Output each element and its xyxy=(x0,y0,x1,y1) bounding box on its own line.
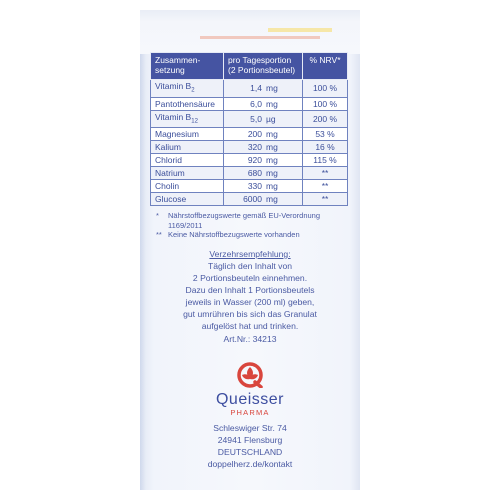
footnote xyxy=(156,211,320,230)
header-composition xyxy=(151,53,224,80)
table-row xyxy=(151,167,348,180)
amount-unit: mg xyxy=(266,168,278,179)
amount-unit: mg xyxy=(266,129,278,140)
amount-unit: µg xyxy=(266,114,276,125)
footnotes xyxy=(156,211,320,240)
footnote-line: 1169/2011 xyxy=(168,220,203,230)
table-row xyxy=(151,141,348,154)
amount-unit: mg xyxy=(266,83,278,94)
usage-line: 2 Portionsbeuteln einnehmen. xyxy=(192,273,308,283)
amount-value: 320 xyxy=(247,142,262,153)
amount-unit: mg xyxy=(266,155,278,166)
nutrient-name xyxy=(151,80,224,98)
nutrient-subscript: 2 xyxy=(191,87,195,94)
header-composition-line: setzung xyxy=(155,65,185,75)
amount-unit: mg xyxy=(266,194,278,205)
queisser-q-logo-icon xyxy=(230,362,270,388)
footnote-mark: ** xyxy=(156,230,162,239)
amount-value: 330 xyxy=(247,181,262,192)
usage-line: Täglich den Inhalt von xyxy=(207,261,293,271)
amount-value: 680 xyxy=(247,168,262,179)
nutrient-nrv: 100 % xyxy=(303,80,348,98)
amount-value: 5,0 xyxy=(250,114,262,125)
usage-text xyxy=(150,260,350,332)
nutrient-amount xyxy=(224,110,303,128)
nutrient-name xyxy=(151,110,224,128)
address-line: doppelherz.de/kontakt xyxy=(207,459,293,469)
amount-value: 6,0 xyxy=(250,98,262,109)
nutrient-name-text: Chlorid xyxy=(155,155,182,166)
amount-value: 200 xyxy=(247,129,262,140)
nutrient-name xyxy=(151,154,224,167)
amount-unit: mg xyxy=(266,181,278,192)
nutrient-name-text: Glucose xyxy=(155,194,187,205)
table-row xyxy=(151,110,348,128)
footnote-mark: * xyxy=(156,211,159,220)
nutrient-subscript: 12 xyxy=(191,118,198,125)
nutrient-amount xyxy=(224,180,303,193)
nutrient-amount xyxy=(224,128,303,141)
nutrient-nrv: 16 % xyxy=(303,141,348,154)
nutrient-name xyxy=(151,128,224,141)
address xyxy=(150,422,350,470)
footnote-line: Nährstoffbezugswerte gemäß EU-Verordnung xyxy=(168,211,321,220)
table-row xyxy=(151,154,348,167)
nutrient-name-text: Vitamin B xyxy=(155,81,192,91)
address-line: 24941 Flensburg xyxy=(217,435,283,445)
nutrient-nrv: ** xyxy=(303,180,348,193)
article-number: Art.Nr.: 34213 xyxy=(223,334,277,344)
nutrient-name-text: Magnesium xyxy=(155,129,199,140)
nutrient-amount xyxy=(224,141,303,154)
nutrient-name-text: Pantothensäure xyxy=(155,98,216,109)
amount-value: 6000 xyxy=(243,194,262,205)
header-daily-portion-line: pro Tagesportion xyxy=(228,55,292,65)
nutrient-nrv: 100 % xyxy=(303,97,348,110)
nutrient-name-text: Kalium xyxy=(155,142,181,153)
nutrient-nrv: 115 % xyxy=(303,154,348,167)
amount-unit: mg xyxy=(266,98,278,109)
nutrient-nrv: 53 % xyxy=(303,128,348,141)
address-line: DEUTSCHLAND xyxy=(217,447,283,457)
usage-line: aufgelöst hat und trinken. xyxy=(201,321,299,331)
nutrient-name xyxy=(151,180,224,193)
amount-value: 920 xyxy=(247,155,262,166)
usage-title: Verzehrsempfehlung: xyxy=(209,249,291,259)
usage-line: jeweils in Wasser (200 ml) geben, xyxy=(185,297,315,307)
nutrient-name xyxy=(151,167,224,180)
table-row xyxy=(151,180,348,193)
box-print-strip xyxy=(268,28,332,32)
nutrition-table xyxy=(150,52,348,206)
address-line: Schleswiger Str. 74 xyxy=(213,423,287,433)
nutrient-amount xyxy=(224,193,303,206)
nutrient-amount xyxy=(224,97,303,110)
nutrient-amount xyxy=(224,167,303,180)
header-daily-portion-line: (2 Portionsbeutel) xyxy=(228,65,296,75)
amount-unit: mg xyxy=(266,142,278,153)
header-daily-portion xyxy=(224,53,303,80)
usage-line: gut umrühren bis sich das Granulat xyxy=(183,309,317,319)
nutrient-name-text: Natrium xyxy=(155,168,185,179)
header-nrv: % NRV* xyxy=(303,53,348,80)
amount-value: 1,4 xyxy=(250,83,262,94)
footnote-text xyxy=(168,230,300,240)
header-composition-line: Zusammen- xyxy=(155,55,201,65)
box-top-flap xyxy=(140,10,360,54)
nutrient-amount xyxy=(224,154,303,167)
brand-name: Queisser xyxy=(215,391,285,408)
nutrient-name-text: Cholin xyxy=(155,181,180,192)
brand-subtitle: PHARMA xyxy=(230,408,270,417)
footnote-text xyxy=(168,211,320,230)
nutrient-nrv: 200 % xyxy=(303,110,348,128)
nutrient-amount xyxy=(224,80,303,98)
table-row xyxy=(151,193,348,206)
nutrient-nrv: ** xyxy=(303,167,348,180)
nutrient-name-text: Vitamin B xyxy=(155,111,192,122)
table-header-row xyxy=(151,53,348,80)
footnote-line: Keine Nährstoffbezugswerte vorhanden xyxy=(168,230,300,239)
box-print-strip xyxy=(200,36,320,39)
nutrient-name xyxy=(151,97,224,110)
footnote xyxy=(156,230,320,240)
nutrient-name xyxy=(151,193,224,206)
usage-line: Dazu den Inhalt 1 Portionsbeutels xyxy=(185,285,315,295)
table-row xyxy=(151,128,348,141)
nutrient-name xyxy=(151,141,224,154)
table-row xyxy=(151,80,348,98)
usage-recommendation xyxy=(150,248,350,332)
table-row xyxy=(151,97,348,110)
nutrient-nrv: ** xyxy=(303,193,348,206)
